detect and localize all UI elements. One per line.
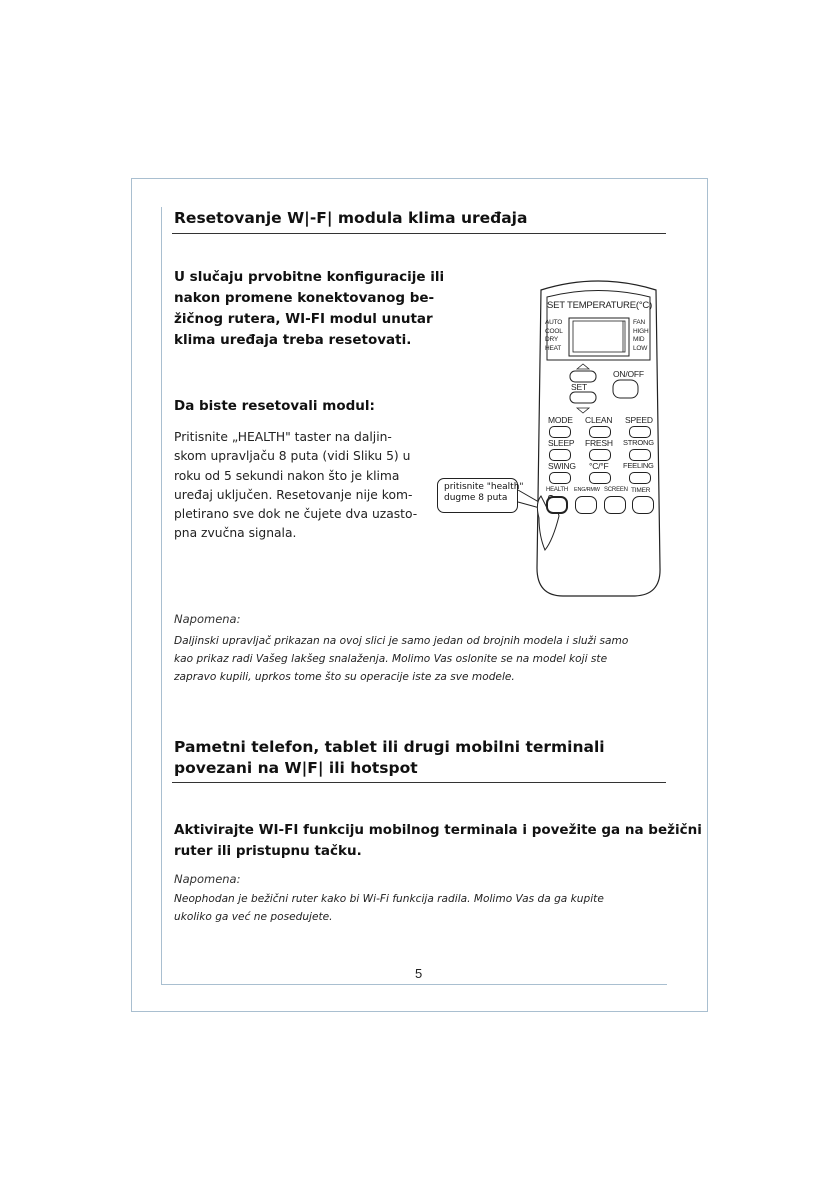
modes-right: FAN HIGH MID LOW [633,319,649,352]
fresh-button[interactable] [589,449,611,461]
remote-control-illustration [533,278,664,598]
section1-note: Daljinski upravljač prikazan na ovoj slici je samo jedan od brojnih modela i služi samo kao prikaz radi Vašeg lakšeg snalaženja. Molimo Vas oslonite se na model koji ste zapravo kupili, uprkos tome što su operacije iste za sve modele. [174,635,629,683]
screen-label: SCREEN [604,487,628,493]
section1-intro: U slučaju prvobitne konfiguracije ili nakon promene konektovanog be- žičnog rutera, WI-FI modul unutar klima uređaja treba resetovati. [174,269,445,348]
section2-title: Pametni telefon, tablet ili drugi mobilni terminali povezani na W|F| ili hotspot [174,738,605,777]
onoff-button[interactable] [614,381,637,397]
set-label: SET [571,382,587,392]
set-down-button[interactable] [571,393,595,402]
section1-rule [172,233,666,234]
feeling-button[interactable] [629,472,651,484]
feeling-label: FEELING [623,461,654,470]
mode-button[interactable] [549,426,571,438]
page-number: 5 [415,966,423,981]
celsius-fahrenheit-label: °C/°F [589,461,609,471]
section1-subtitle: Da biste resetovali modul: [174,398,375,414]
section1-title: Resetovanje W|-F| modula klima uređaja [174,209,528,227]
fresh-label: FRESH [585,438,613,448]
mode-label: MODE [548,415,573,425]
section2-instruction: Aktivirajte WI-FI funkciju mobilnog terminala i povežite ga na bežični ruter ili pristupnu tačku. [174,822,702,859]
timer-label: TIMER [631,487,651,494]
onoff-label: ON/OFF [613,369,644,379]
screen-button[interactable] [604,496,626,514]
swing-label: SWING [548,461,576,471]
set-up-button[interactable] [571,372,595,381]
clean-button[interactable] [589,426,611,438]
health-callout: pritisnite "health" dugme 8 puta [437,478,518,513]
section2-note-title: Napomena: [174,872,241,886]
sleep-label: SLEEP [548,438,575,448]
section2-rule [172,782,666,783]
celsius-fahrenheit-button[interactable] [589,472,611,484]
section1-body: Pritisnite „HEALTH" taster na daljin- skom upravljaču 8 puta (vidi Sliku 5) u roku od 5 sekundi nakon što je klima uređaj uključen. Resetovanje nije kom- pletirano sve dok ne čujete dva uzasto- pna zvučna signala. [174,430,418,541]
eng-rmw-button[interactable] [575,496,597,514]
display-title: SET TEMPERATURE(°C) [547,300,653,311]
timer-button[interactable] [632,496,654,514]
clean-label: CLEAN [585,415,613,425]
strong-label: STRONG [623,438,654,447]
section2-note: Neophodan je bežični ruter kako bi Wi-Fi funkcija radila. Molimo Vas da ga kupite ukoliko ga već ne posedujete. [174,893,604,923]
section1-note-title: Napomena: [174,612,241,626]
swing-button[interactable] [549,472,571,484]
speed-button[interactable] [629,426,651,438]
speed-label: SPEED [625,415,653,425]
eng-rmw-label: ENG/RMW [574,487,600,493]
strong-button[interactable] [629,449,651,461]
modes-left: AUTO COOL DRY HEAT [545,319,563,352]
health-label: HEALTH [546,487,569,493]
sleep-button[interactable] [549,449,571,461]
health-button[interactable] [546,496,568,514]
